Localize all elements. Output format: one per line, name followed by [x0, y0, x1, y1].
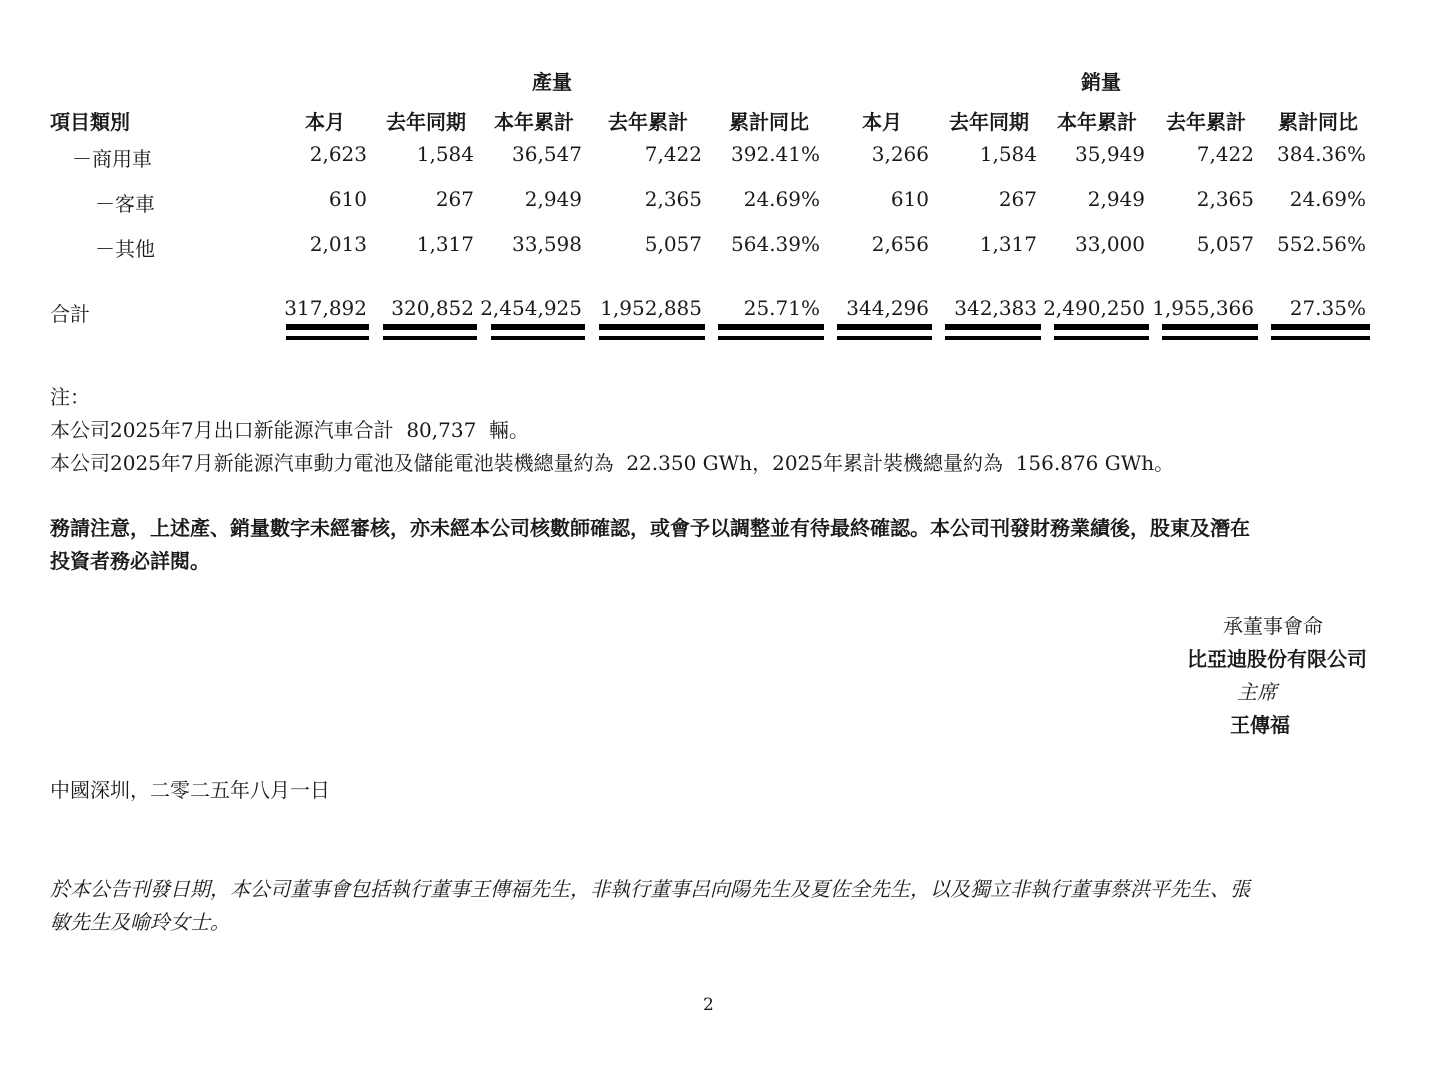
category-header: 項目類別: [50, 110, 130, 134]
table-cell: 2,656: [871, 232, 929, 256]
col-header-prod-month: 本月: [305, 110, 345, 134]
total-cell: 25.71%: [743, 296, 820, 320]
double-underline: [599, 324, 705, 342]
notes-export-line: 本公司2025年7月出口新能源汽車合計 80,737 輛。: [50, 418, 530, 442]
double-underline: [286, 324, 369, 342]
table-cell: 33,000: [1075, 232, 1145, 256]
signature-company: 比亞迪股份有限公司: [1187, 647, 1367, 671]
table-cell: 1,584: [416, 142, 474, 166]
row-label-bus: －客車: [95, 192, 155, 216]
table-cell: 267: [435, 187, 474, 211]
col-header-sales-ytd: 本年累計: [1057, 110, 1137, 134]
total-cell: 317,892: [284, 296, 367, 320]
col-header-sales-month: 本月: [862, 110, 902, 134]
table-cell: 2,365: [1196, 187, 1254, 211]
table-cell: 2,949: [1087, 187, 1145, 211]
table-cell: 2,949: [524, 187, 582, 211]
table-cell: 35,949: [1075, 142, 1145, 166]
col-header-sales-last-ytd: 去年累計: [1166, 110, 1246, 134]
warning-line-1: 務請注意，上述產、銷量數字未經審核，亦未經本公司核數師確認，或會予以調整並有待最終確認。本公司刊發財務業績後，股東及潛在: [50, 516, 1250, 540]
col-header-sales-yoy: 累計同比: [1278, 110, 1358, 134]
table-cell: 1,584: [979, 142, 1037, 166]
sales-group-header: 銷量: [1081, 70, 1121, 94]
table-cell: 552.56%: [1277, 232, 1366, 256]
table-cell: 2,013: [309, 232, 367, 256]
table-cell: 1,317: [979, 232, 1037, 256]
table-cell: 384.36%: [1277, 142, 1366, 166]
double-underline: [491, 324, 585, 342]
table-cell: 1,317: [416, 232, 474, 256]
total-cell: 344,296: [846, 296, 929, 320]
table-cell: 267: [998, 187, 1037, 211]
double-underline: [718, 324, 824, 342]
place-date: 中國深圳，二零二五年八月一日: [50, 778, 330, 802]
notes-heading: 注：: [50, 385, 90, 409]
double-underline: [1271, 324, 1370, 342]
table-cell: 610: [328, 187, 367, 211]
row-label-other: －其他: [95, 237, 155, 261]
signature-name: 王傳福: [1230, 713, 1290, 737]
production-group-header: 產量: [532, 70, 572, 94]
row-label-commercial: －商用車: [72, 147, 152, 171]
table-cell: 33,598: [512, 232, 582, 256]
col-header-prod-yoy: 累計同比: [729, 110, 809, 134]
warning-line-2: 投資者務必詳閱。: [50, 549, 210, 573]
total-cell: 2,454,925: [480, 296, 582, 320]
directors-line-1: 於本公告刊發日期，本公司董事會包括執行董事王傳福先生，非執行董事呂向陽先生及夏佐全先生，以及獨立非執行董事蔡洪平先生、張: [50, 877, 1250, 901]
col-header-prod-last-ytd: 去年累計: [608, 110, 688, 134]
table-cell: 7,422: [644, 142, 702, 166]
col-header-prod-ytd: 本年累計: [494, 110, 574, 134]
table-cell: 5,057: [644, 232, 702, 256]
total-cell: 1,952,885: [600, 296, 702, 320]
table-cell: 5,057: [1196, 232, 1254, 256]
table-cell: 610: [890, 187, 929, 211]
table-cell: 7,422: [1196, 142, 1254, 166]
table-cell: 2,623: [309, 142, 367, 166]
double-underline: [383, 324, 477, 342]
table-cell: 392.41%: [731, 142, 820, 166]
signature-by-order: 承董事會命: [1223, 614, 1323, 638]
double-underline: [837, 324, 932, 342]
total-cell: 342,383: [954, 296, 1037, 320]
total-cell: 1,955,366: [1152, 296, 1254, 320]
signature-title: 主席: [1237, 680, 1277, 704]
double-underline: [945, 324, 1041, 342]
page-number: 2: [703, 995, 714, 1015]
total-cell: 27.35%: [1289, 296, 1366, 320]
table-cell: 24.69%: [743, 187, 820, 211]
col-header-prod-last-year-month: 去年同期: [386, 110, 466, 134]
row-label-total: 合計: [50, 302, 90, 326]
table-cell: 36,547: [512, 142, 582, 166]
total-cell: 320,852: [391, 296, 474, 320]
total-cell: 2,490,250: [1043, 296, 1145, 320]
double-underline: [1162, 324, 1258, 342]
table-cell: 564.39%: [731, 232, 820, 256]
notes-battery-line: 本公司2025年7月新能源汽車動力電池及儲能電池裝機總量約為 22.350 GWh，2025年累計裝機總量約為 156.876 GWh。: [50, 451, 1175, 475]
directors-line-2: 敏先生及喻玲女士。: [50, 910, 230, 934]
double-underline: [1054, 324, 1149, 342]
table-cell: 3,266: [871, 142, 929, 166]
col-header-sales-last-year-month: 去年同期: [949, 110, 1029, 134]
table-cell: 2,365: [644, 187, 702, 211]
table-cell: 24.69%: [1289, 187, 1366, 211]
